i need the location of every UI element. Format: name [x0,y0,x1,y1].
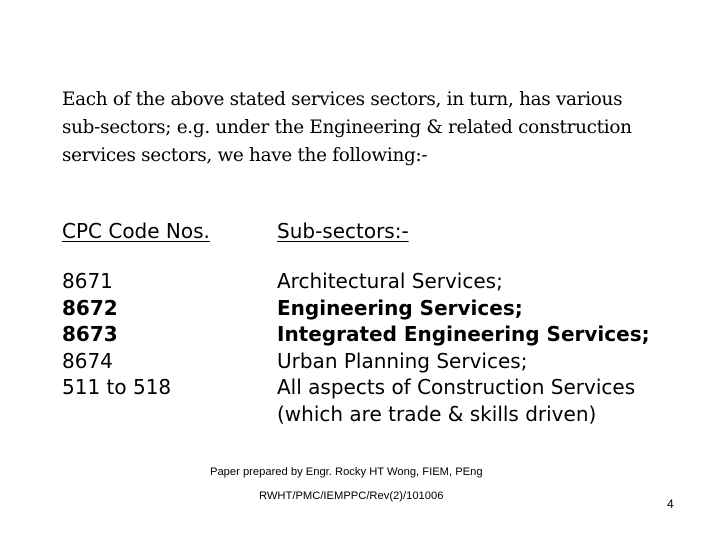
cpc-code-item: 8672 [62,295,118,320]
page-number: 4 [667,497,674,511]
subsector-item: Architectural Services; [277,269,503,293]
subsectors-header: Sub-sectors:- [277,219,409,243]
cpc-code-item: 8671 [62,269,113,293]
cpc-code-item: 8674 [62,348,113,373]
footer-reference: RWHT/PMC/IEMPPC/Rev(2)/101006 [259,490,444,502]
footer-author: Paper prepared by Engr. Rocky HT Wong, FIEM, PEng [210,466,483,478]
subsector-item: Engineering Services; [277,295,523,320]
subsector-item: All aspects of Construction Services [277,375,636,399]
subsector-item: Urban Planning Services; [277,348,528,373]
cpc-code-list [62,268,262,401]
subsector-item: Integrated Engineering Services; [277,322,650,346]
intro-paragraph: Each of the above stated services sectors, in turn, has various sub-sectors; e.g. under the Engineering & related construction services sectors, we have the following:- [62,89,632,166]
cpc-code-item: 511 to 518 [62,375,172,399]
subsector-list [277,268,697,427]
cpc-code-header: CPC Code Nos. [62,219,210,243]
cpc-code-item: 8673 [62,322,118,346]
subsector-item: (which are trade & skills driven) [277,401,597,426]
